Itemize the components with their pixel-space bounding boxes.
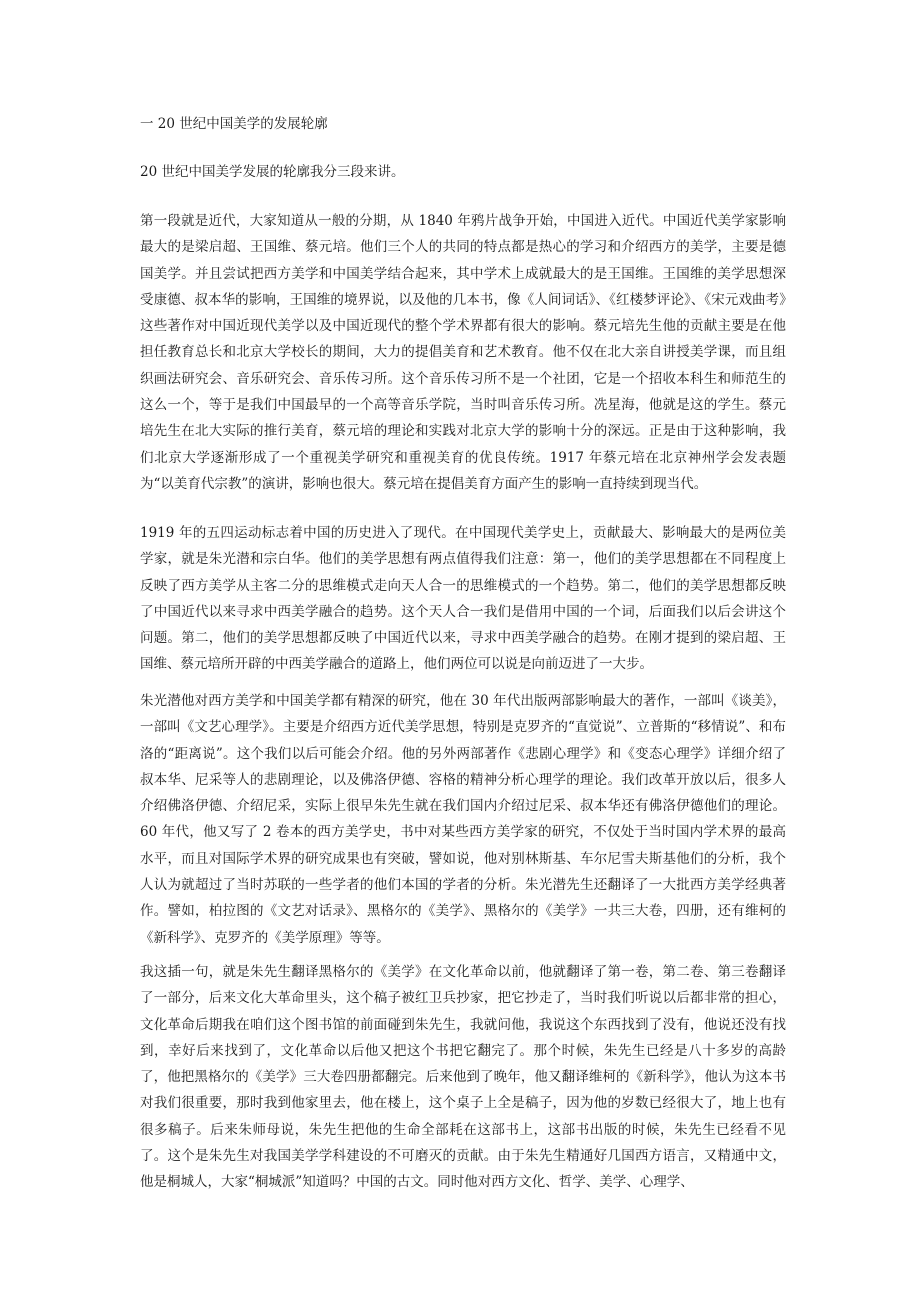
section-heading: 一 20 世纪中国美学的发展轮廓 (140, 116, 328, 132)
intro-line: 20 世纪中国美学发展的轮廓我分三段来讲。 (140, 164, 405, 180)
paragraph-hegel-translation: 我这插一句，就是朱先生翻译黑格尔的《美学》在文化革命以前，他就翻译了第一卷，第二卷、第三卷翻译了一部分，后来文化大革命里头，这个稿子被红卫兵抄家，把它抄走了，当时我们听说以后都非常的担心，文化革命后期我在咱们这个图书馆的前面碰到朱先生，我就问他，我说这个东西找到了没有，他说还没有找到，幸好后来找到了，文化革命以后他又把这个书把它翻完了。那个时候，朱先生已经是八十多岁的高龄了，他把黑格尔的《美学》三大卷四册都翻完。后来他到了晚年，他又翻译维柯的《新科学》，他认为这本书对我们很重要，那时我到他家里去，他在楼上，这个桌子上全是稿子，因为他的岁数已经很大了，地上也有很多稿子。后来朱师母说，朱先生把他的生命全部耗在这部书上，这部书出版的时候，朱先生已经看不见了。这个是朱先生对我国美学学科建设的不可磨灭的贡献。由于朱先生精通好几国西方语言，又精通中文，他是桐城人，大家“桐城派”知道吗？中国的古文。同时他对西方文化、哲学、美学、心理学、 (140, 964, 786, 1191)
paragraph-zhu-guangqian: 朱光潜他对西方美学和中国美学都有精深的研究，他在 30 年代出版两部影响最大的著作，一部叫《谈美》，一部叫《文艺心理学》。主要是介绍西方近代美学思想，特别是克罗齐的“直觉说”、立普斯的“移情说”、和布洛的“距离说”。这个我们以后可能会介绍。他的另外两部著作《悲剧心理学》和《变态心理学》详细介绍了叔本华、尼采等人的悲剧理论，以及佛洛伊德、容格的精神分析心理学的理论。我们改革开放以后，很多人介绍佛洛伊德、介绍尼采，实际上很早朱先生就在我们国内介绍过尼采、叔本华还有佛洛伊德他们的理论。60 年代，他又写了 2 卷本的西方美学史，书中对某些西方美学家的研究，不仅处于当时国内学术界的最高水平，而且对国际学术界的研究成果也有突破，譬如说，他对别林斯基、车尔尼雪夫斯基他们的分析，我个人认为就超过了当时苏联的一些学者的他们本国的学者的分析。朱光潜先生还翻译了一大批西方美学经典著作。譬如，柏拉图的《文艺对话录》、黑格尔的《美学》、黑格尔的《美学》一共三大卷，四册，还有维柯的《新科学》、克罗齐的《美学原理》等等。 (140, 693, 786, 946)
paragraph-may-fourth: 1919 年的五四运动标志着中国的历史进入了现代。在中国现代美学史上，贡献最大、影响最大的是两位美学家，就是朱光潜和宗白华。他们的美学思想有两点值得我们注意：第一，他们的美学思想都在不同程度上反映了西方美学从主客二分的思维模式走向天人合一的思维模式的一个趋势。第二，他们的美学思想都反映了中国近代以来寻求中西美学融合的趋势。这个天人合一我们是借用中国的一个词，后面我们以后会讲这个问题。第二，他们的美学思想都反映了中国近代以来，寻求中西美学融合的趋势。在刚才提到的梁启超、王国维、蔡元培所开辟的中西美学融合的道路上，他们两位可以说是向前迈进了一大步。 (140, 525, 786, 673)
paragraph-modern-era: 第一段就是近代，大家知道从一般的分期，从 1840 年鸦片战争开始，中国进入近代。中国近代美学家影响最大的是梁启超、王国维、蔡元培。他们三个人的共同的特点都是热心的学习和介绍西方的美学，主要是德国美学。并且尝试把西方美学和中国美学结合起来，其中学术上成就最大的是王国维。王国维的美学思想深受康德、叔本华的影响，王国维的境界说，以及他的几本书，像《人间词话》、《红楼梦评论》、《宋元戏曲考》这些著作对中国近现代美学以及中国近现代的整个学术界都有很大的影响。蔡元培先生他的贡献主要是在他担任教育总长和北京大学校长的期间，大力的提倡美育和艺术教育。他不仅在北大亲自讲授美学课，而且组织画法研究会、音乐研究会、音乐传习所。这个音乐传习所不是一个社团，它是一个招收本科生和师范生的这么一个，等于是我们中国最早的一个高等音乐学院，当时叫音乐传习所。冼星海，他就是这的学生。蔡元培先生在北大实际的推行美育，蔡元培的理论和实践对北京大学的影响十分的深远。正是由于这种影响，我们北京大学逐渐形成了一个重视美学研究和重视美育的优良传统。1917 年蔡元培在北京神州学会发表题为“以美育代宗教”的演讲，影响也很大。蔡元培在提倡美育方面产生的影响一直持续到现当代。 (140, 213, 786, 492)
